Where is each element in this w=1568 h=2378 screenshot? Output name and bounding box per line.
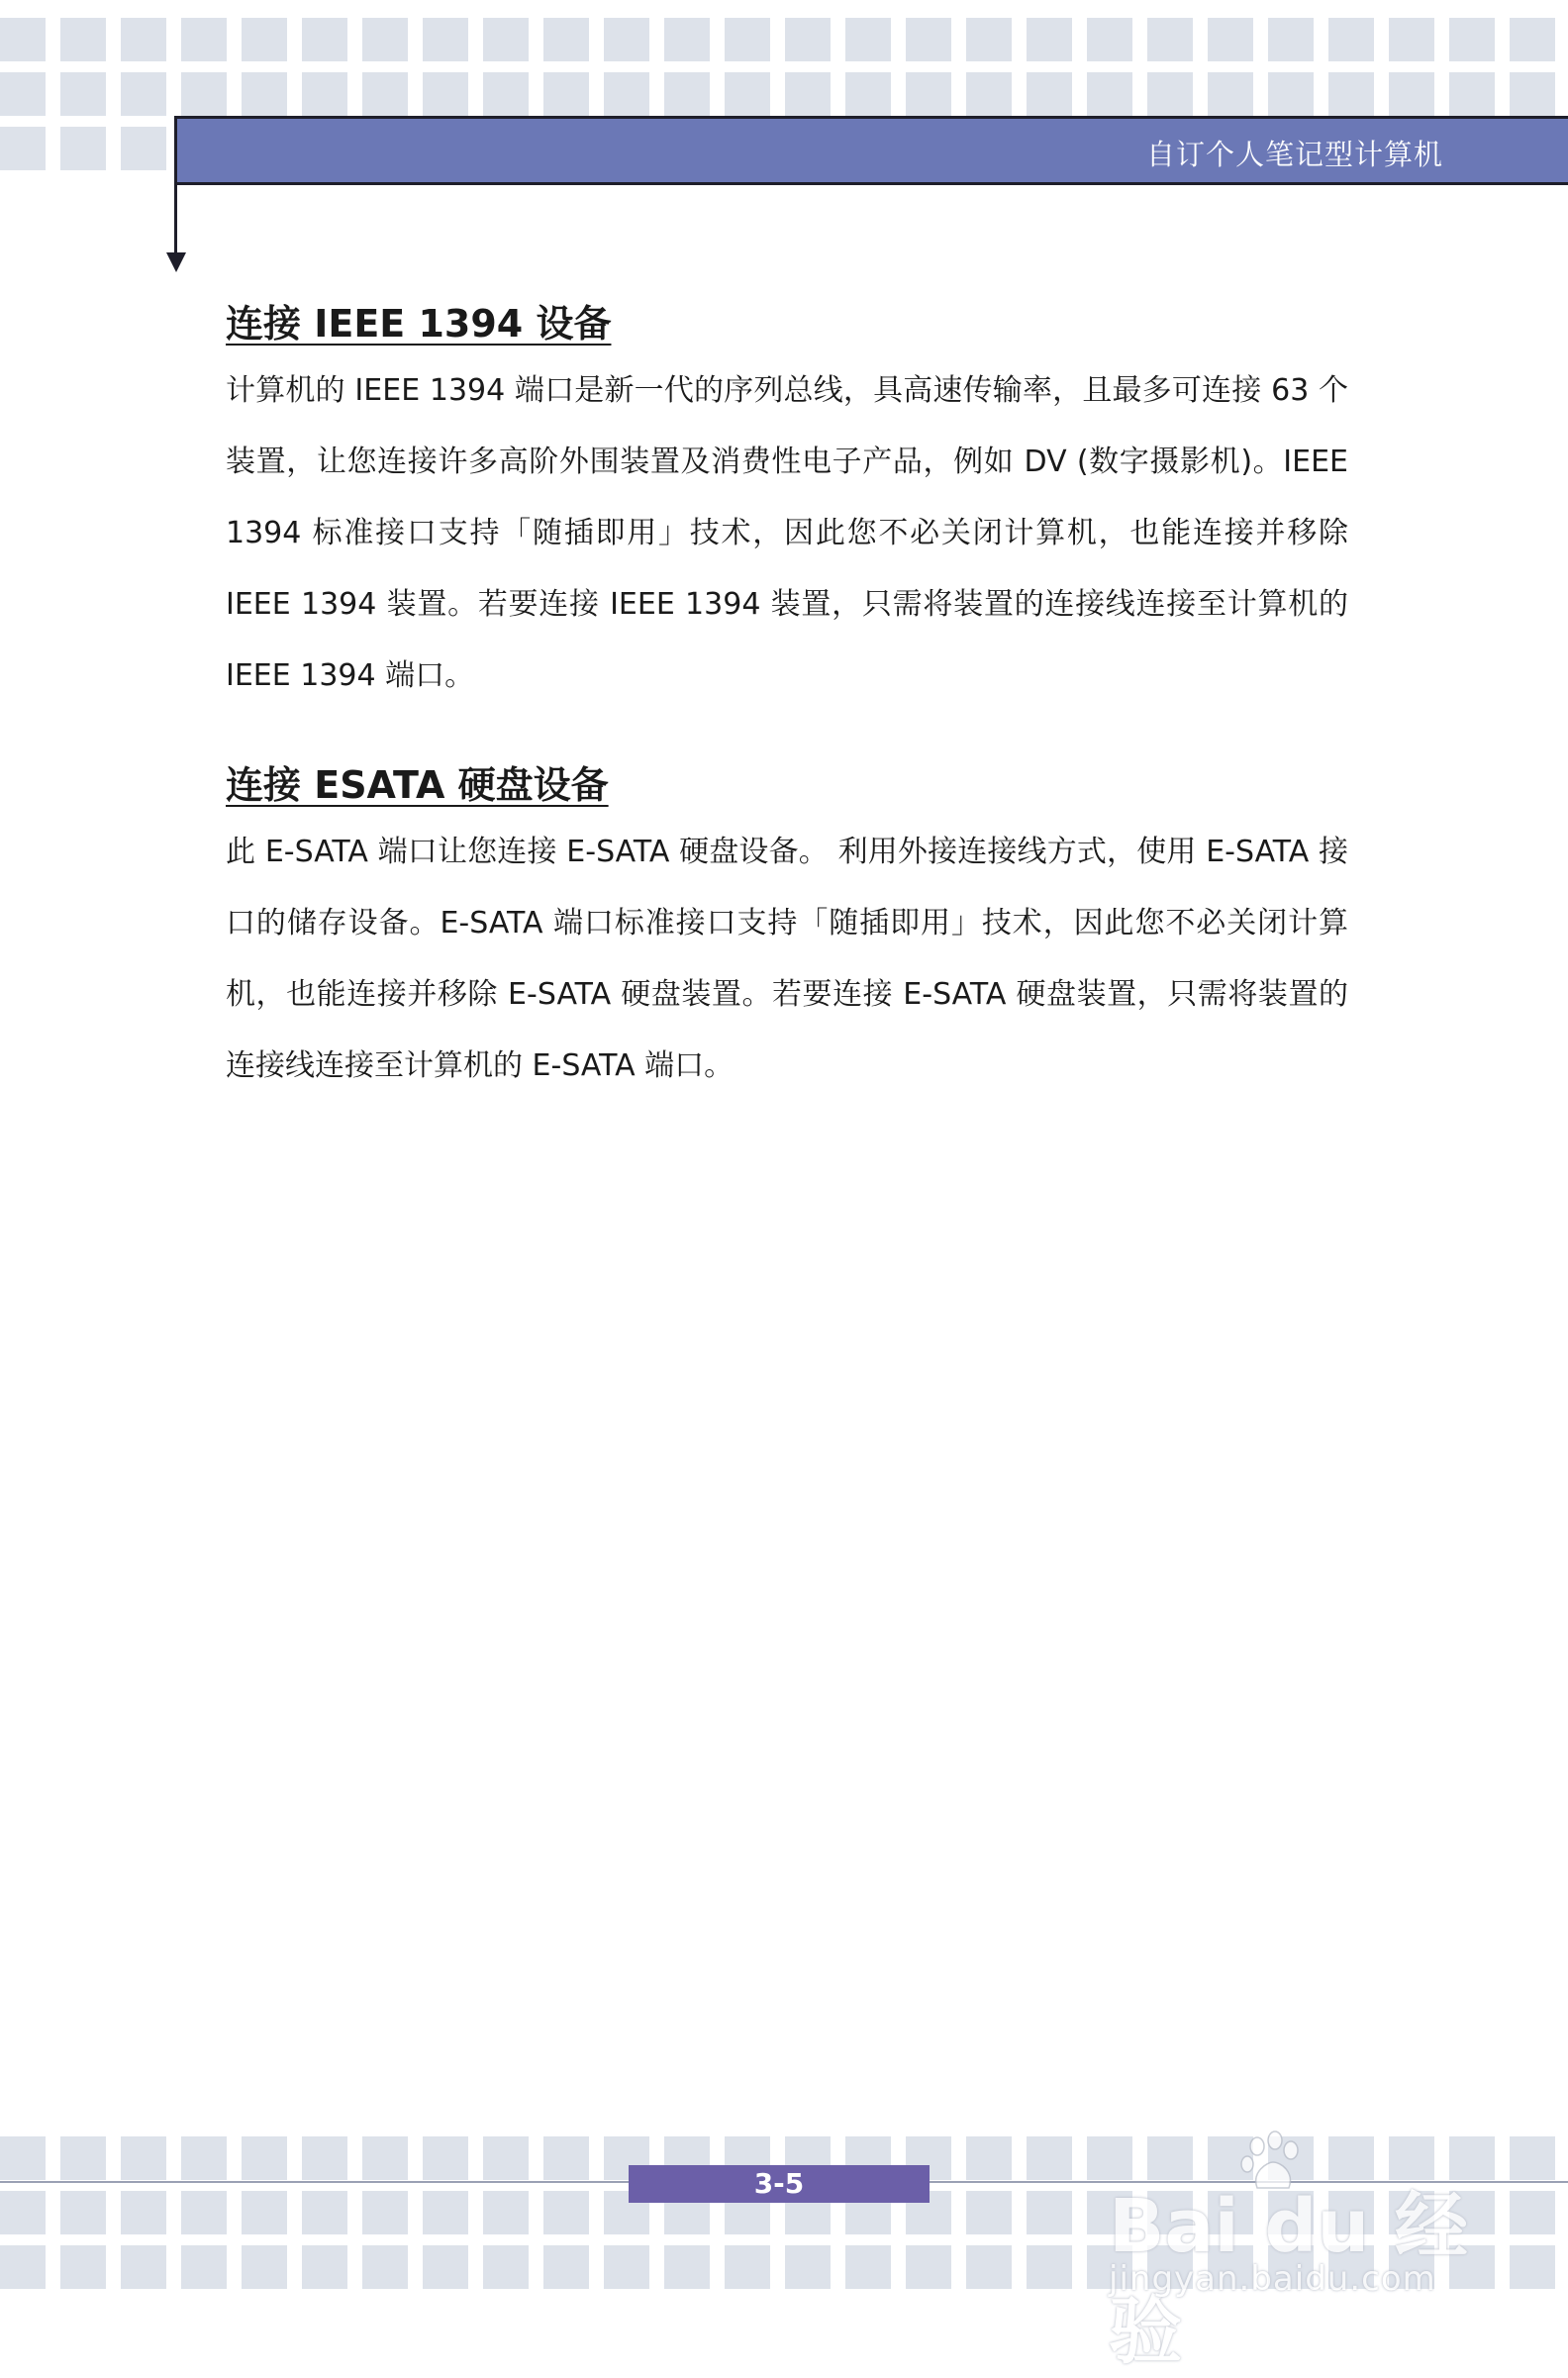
grid-square	[785, 2245, 831, 2289]
watermark-logo: Bai du 经验	[1109, 2184, 1468, 2374]
grid-square	[60, 2136, 106, 2180]
grid-square	[242, 2245, 287, 2289]
grid-square	[966, 2245, 1012, 2289]
grid-square	[1389, 72, 1434, 116]
grid-square	[725, 72, 770, 116]
grid-square	[604, 2245, 649, 2289]
grid-square	[966, 2136, 1012, 2180]
grid-square	[362, 2136, 408, 2180]
grid-square	[1027, 18, 1072, 61]
grid-square	[1087, 72, 1132, 116]
grid-square	[483, 18, 529, 61]
grid-square	[906, 72, 951, 116]
section-body: 此 E-SATA 端口让您连接 E-SATA 硬盘设备。 利用外接连接线方式，使用 E-SATA 接口的储存设备。E-SATA 端口标准接口支持「随插即用」技术，因此您不必关闭计算机，也能连接并移除 E-SATA 硬盘装置。若要连接 E-SATA 硬盘装置，只需将装置的连接线连接至计算机的 E-SATA 端口。	[226, 835, 1348, 1083]
grid-square	[362, 18, 408, 61]
grid-square	[302, 2191, 347, 2234]
grid-square	[1328, 72, 1374, 116]
grid-square	[483, 2245, 529, 2289]
grid-square	[1147, 18, 1193, 61]
grid-square	[362, 72, 408, 116]
grid-square	[906, 2245, 951, 2289]
grid-square	[664, 2245, 710, 2289]
grid-square	[181, 72, 227, 116]
grid-square	[0, 2245, 46, 2289]
grid-square	[906, 18, 951, 61]
grid-square	[60, 2245, 106, 2289]
grid-square	[60, 72, 106, 116]
grid-square	[242, 2191, 287, 2234]
grid-square	[1510, 2191, 1555, 2234]
grid-square	[483, 2191, 529, 2234]
grid-square	[1147, 72, 1193, 116]
watermark-url: jingyan.baidu.com	[1109, 2259, 1436, 2299]
header-vertical-line	[174, 116, 177, 254]
section-body: 计算机的 IEEE 1394 端口是新一代的序列总线，具高速传输率，且最多可连接 63 个装置，让您连接许多高阶外围装置及消费性电子产品，例如 DV (数字摄影机)。IEEE 1394 标准接口支持「随插即用」技术，因此您不必关闭计算机，也能连接并移除 IEEE 1394 装置。若要连接 IEEE 1394 装置，只需将装置的连接线连接至计算机的 IEEE 1394 端口。	[226, 373, 1348, 693]
page-number: 3-5	[629, 2165, 930, 2203]
grid-square	[423, 2191, 468, 2234]
grid-square	[181, 2245, 227, 2289]
grid-square	[785, 72, 831, 116]
grid-square	[242, 2136, 287, 2180]
grid-square	[725, 18, 770, 61]
grid-square	[1510, 2136, 1555, 2180]
grid-square	[785, 18, 831, 61]
grid-square	[181, 18, 227, 61]
grid-square	[966, 2191, 1012, 2234]
grid-square	[1268, 18, 1314, 61]
grid-square	[60, 18, 106, 61]
grid-square	[664, 18, 710, 61]
grid-square	[725, 2245, 770, 2289]
down-arrow-icon	[166, 252, 186, 272]
grid-square	[1027, 72, 1072, 116]
grid-square	[121, 72, 166, 116]
grid-square	[1087, 18, 1132, 61]
section-title: 连接 ESATA 硬盘设备	[226, 763, 609, 807]
grid-square	[1027, 2136, 1072, 2180]
grid-square	[181, 2191, 227, 2234]
grid-square	[966, 72, 1012, 116]
grid-square	[0, 2136, 46, 2180]
grid-square	[121, 2245, 166, 2289]
grid-square	[423, 18, 468, 61]
header-title: 自订个人笔记型计算机	[1145, 138, 1443, 171]
grid-square	[0, 2191, 46, 2234]
grid-square	[1208, 72, 1253, 116]
grid-square	[362, 2191, 408, 2234]
grid-square	[543, 2136, 589, 2180]
grid-square	[60, 127, 106, 170]
grid-square	[302, 18, 347, 61]
grid-square	[423, 2136, 468, 2180]
grid-square	[1027, 2245, 1072, 2289]
section-title: 连接 IEEE 1394 设备	[226, 302, 612, 346]
grid-square	[121, 18, 166, 61]
grid-square	[1510, 2245, 1555, 2289]
grid-square	[60, 2191, 106, 2234]
grid-square	[543, 72, 589, 116]
grid-square	[1027, 2191, 1072, 2234]
grid-square	[483, 2136, 529, 2180]
grid-square	[845, 72, 891, 116]
grid-square	[302, 72, 347, 116]
grid-square	[242, 72, 287, 116]
grid-square	[0, 18, 46, 61]
grid-square	[1510, 18, 1555, 61]
grid-square	[543, 18, 589, 61]
grid-square	[604, 72, 649, 116]
grid-square	[423, 2245, 468, 2289]
grid-square	[423, 72, 468, 116]
grid-square	[121, 2191, 166, 2234]
grid-square	[1449, 18, 1495, 61]
section-ieee1394	[226, 293, 1348, 712]
grid-square	[483, 72, 529, 116]
watermark	[1109, 2129, 1485, 2374]
grid-square	[604, 18, 649, 61]
grid-square	[1328, 18, 1374, 61]
grid-square	[1389, 18, 1434, 61]
grid-square	[1208, 18, 1253, 61]
grid-square	[543, 2245, 589, 2289]
grid-square	[1268, 72, 1314, 116]
grid-square	[0, 127, 46, 170]
header-bar	[174, 116, 1568, 185]
grid-square	[845, 2245, 891, 2289]
grid-square	[543, 2191, 589, 2234]
grid-square	[966, 18, 1012, 61]
grid-square	[845, 18, 891, 61]
grid-square	[121, 2136, 166, 2180]
grid-square	[302, 2245, 347, 2289]
grid-square	[121, 127, 166, 170]
grid-square	[0, 72, 46, 116]
grid-square	[302, 2136, 347, 2180]
section-esata	[226, 754, 1348, 1102]
grid-square	[664, 72, 710, 116]
grid-square	[242, 18, 287, 61]
grid-square	[1449, 72, 1495, 116]
grid-square	[181, 2136, 227, 2180]
grid-square	[362, 2245, 408, 2289]
grid-square	[1510, 72, 1555, 116]
